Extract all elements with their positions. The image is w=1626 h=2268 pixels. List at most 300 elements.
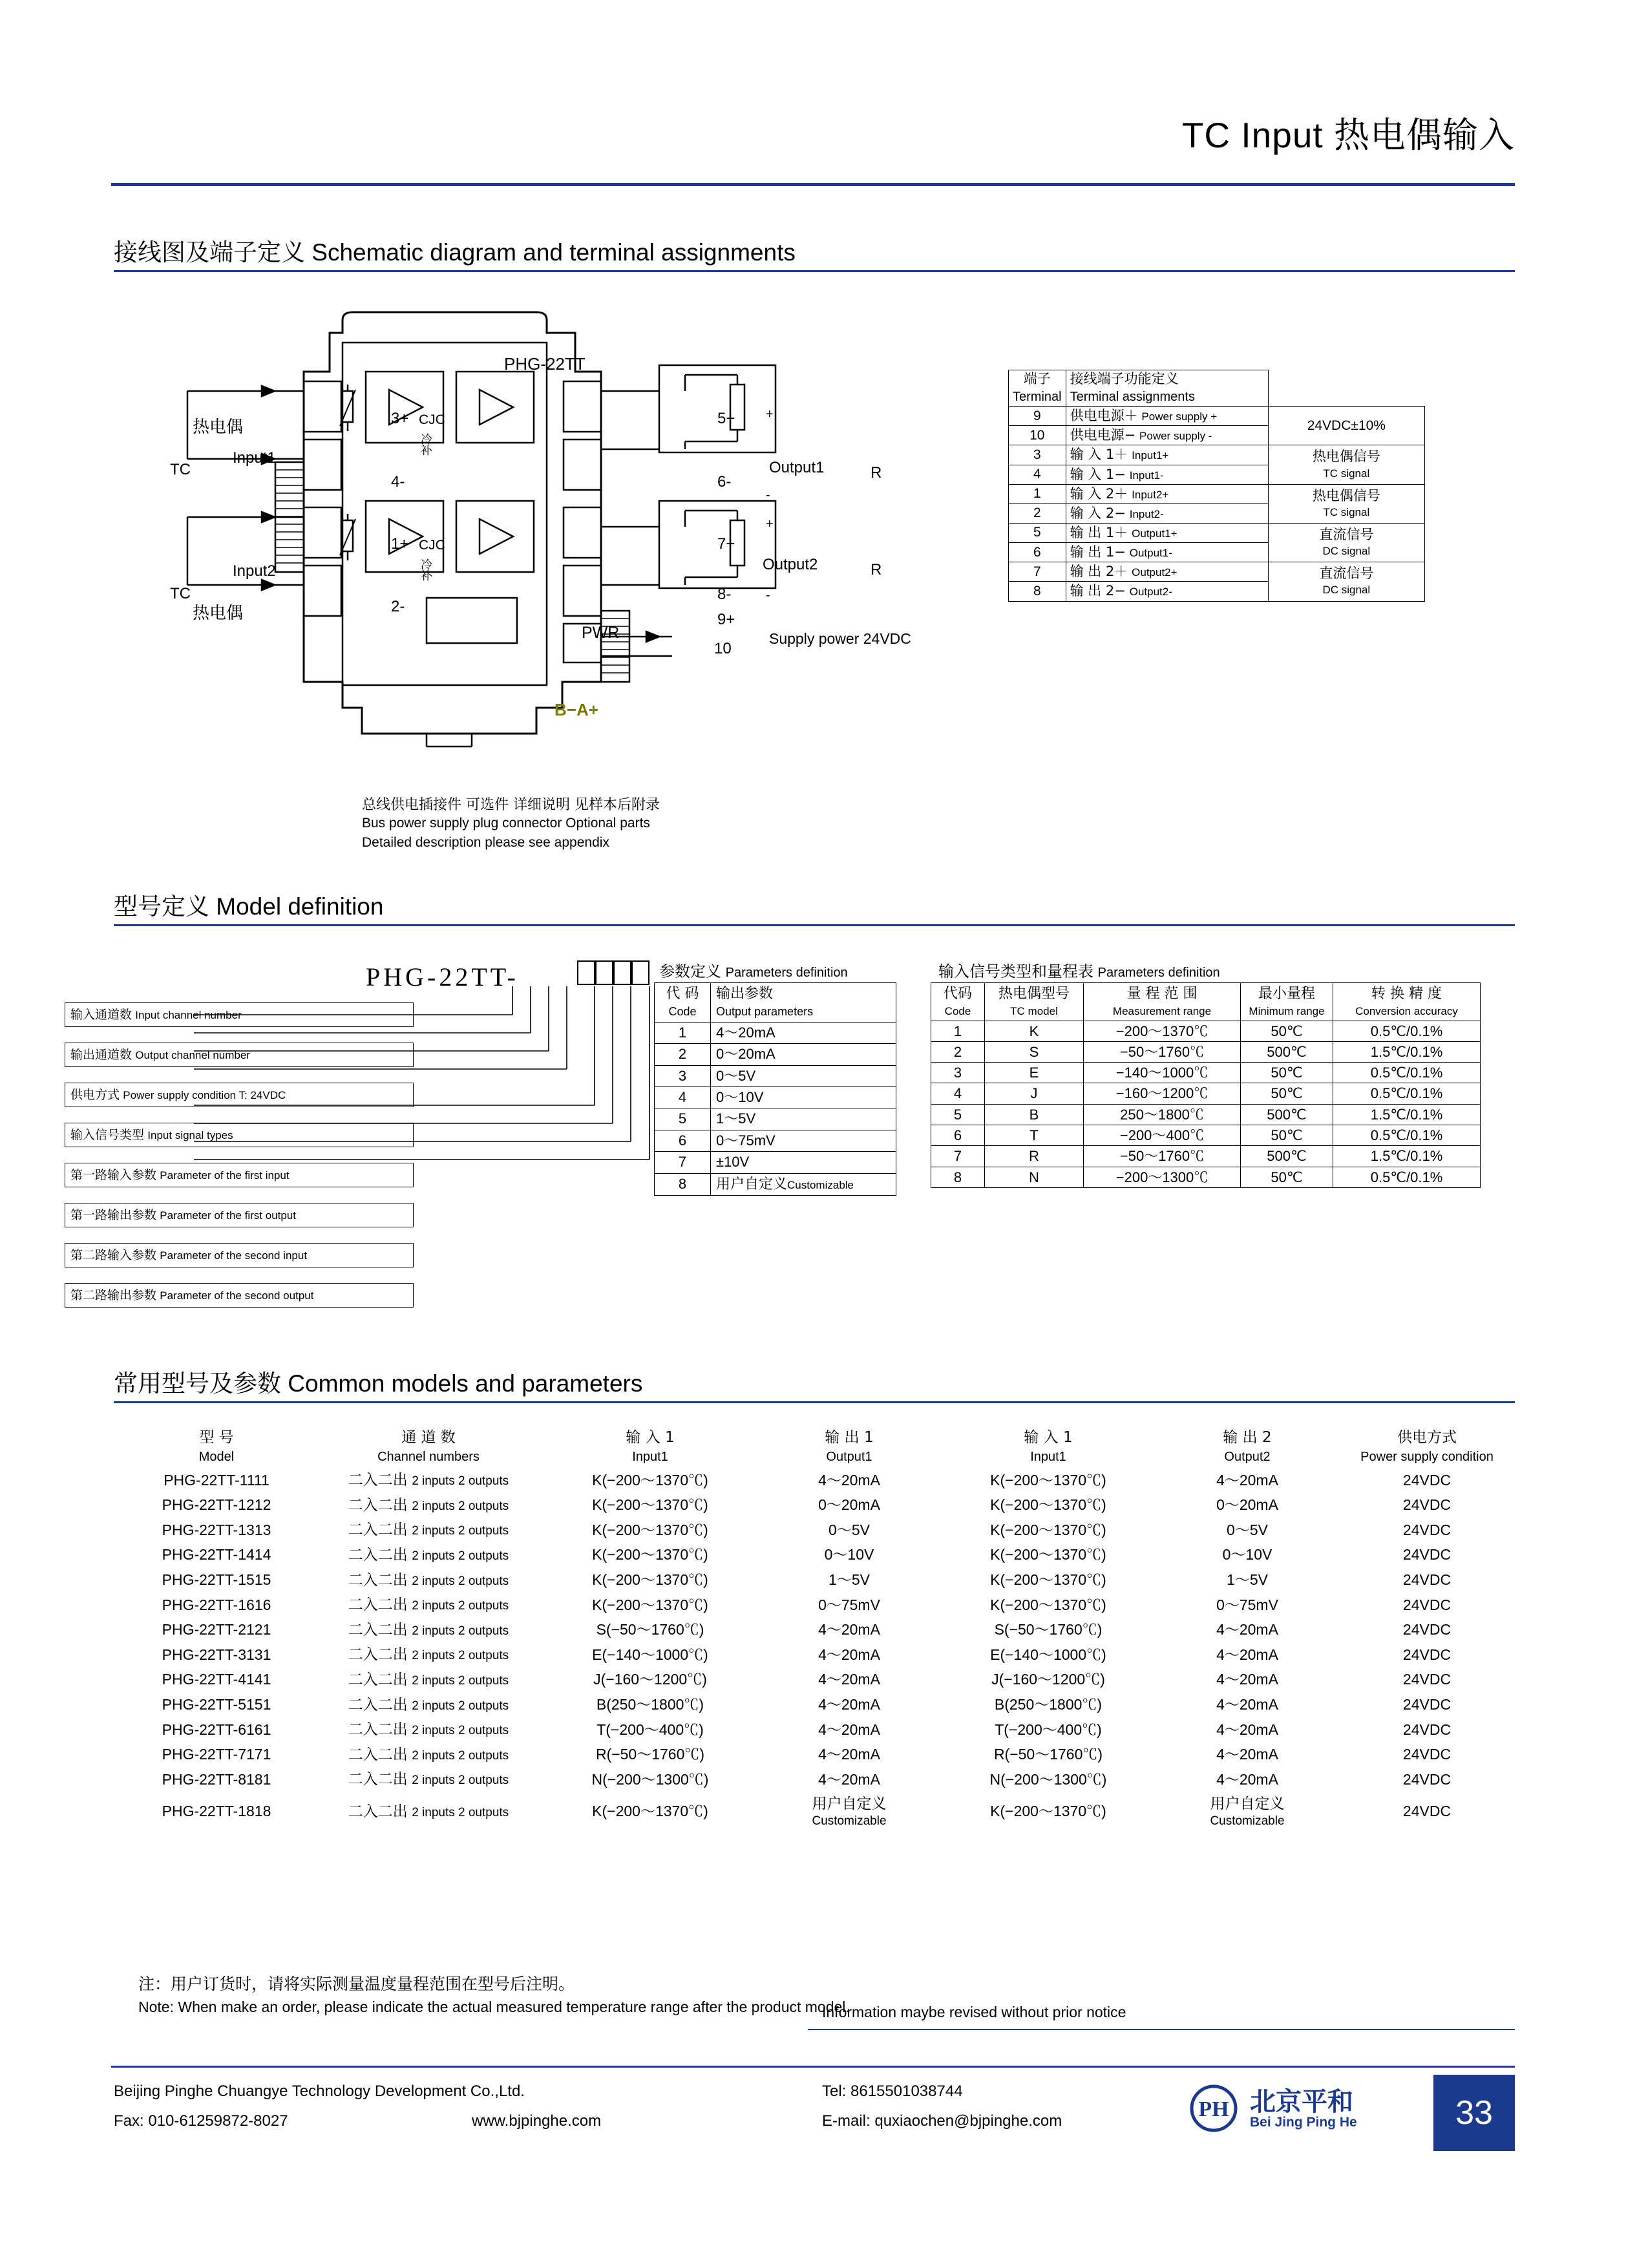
diagram-label-tc2: TC [170,585,191,602]
cell-input1: S(−50〜1760℃) [596,1621,704,1638]
table-row-header [114,1425,1520,1468]
model-code-slot-1 [577,960,595,985]
cell-input2: N(−200〜1300℃) [989,1770,1107,1788]
cell-en: Power supply + [1141,410,1218,423]
cell-model: PHG-22TT-6161 [162,1721,271,1738]
terminal-6m: 6- [717,473,732,491]
terminal-8m: 8- [717,586,732,603]
table-row [114,1668,1520,1693]
model-label-7 [65,1283,414,1308]
cjc-cn-1: 冷 补 [421,433,432,458]
cell-tc: K [985,1021,1084,1041]
cell-output2-sub: Customizable [1210,1814,1285,1828]
cell-channel-cn: 二入二出 [348,1621,408,1638]
cell-group-en: TC signal [1323,467,1370,480]
logo-text-cn: 北京平和 [1250,2087,1353,2117]
cell-output1: 0〜20mA [818,1496,880,1514]
table-row [655,1022,896,1043]
th-min-cn: 最小量程 [1258,986,1315,1002]
model-label-1 [65,1043,414,1067]
terminal-assignments-table [1008,370,1425,602]
bus-note-en1: Bus power supply plug connector Optional parts [362,816,650,831]
table-row [931,1063,1481,1083]
model-code-slot-4 [631,960,649,985]
cell-range: −140〜1000℃ [1084,1063,1241,1083]
cell-model: PHG-22TT-1212 [162,1496,271,1514]
cell-group-en: DC signal [1322,584,1371,597]
model-label-1-en: Output channel number [135,1049,250,1061]
cell-cn: 供电电源− [1070,427,1136,443]
cell-model: PHG-22TT-7171 [162,1746,271,1763]
cell-cn: 输 出 1− [1070,544,1126,560]
table-row [114,1743,1520,1768]
cell-terminal-no: 8 [1009,582,1066,601]
th-output2-en: Output2 [1224,1449,1271,1464]
cell-channel-cn: 二入二出 [348,1646,408,1664]
th-tc-en: TC model [1010,1005,1058,1018]
cell-value: 1〜5V [711,1108,896,1130]
plus-sign-2: + [766,517,774,531]
cell-output1: 0〜75mV [818,1596,880,1613]
table-row-header [931,983,1481,1021]
cell-input1: K(−200〜1370℃) [592,1571,708,1589]
cell-power: 24VDC [1402,1770,1452,1788]
model-label-2-en: Power supply condition T: 24VDC [123,1089,286,1101]
table-row [114,1767,1520,1792]
cell-range: 250〜1800℃ [1084,1104,1241,1125]
cell-acc: 0.5℃/0.1% [1333,1125,1481,1146]
model-label-0-cn: 输入通道数 [70,1008,132,1022]
cell-group-en: TC signal [1323,505,1370,518]
cell-en: Output1- [1129,547,1172,560]
cell-tc: B [985,1104,1084,1125]
th-input1-en: Input1 [632,1449,668,1464]
cell-channel-cn: 二入二出 [348,1571,408,1589]
cell-model: PHG-22TT-1414 [162,1546,271,1563]
cell-channel-en: 2 inputs 2 outputs [412,1524,509,1538]
th-model-en: Model [198,1449,235,1464]
table-row [1009,484,1425,503]
cell-model: PHG-22TT-8181 [162,1770,271,1788]
cell-output1: 0〜5V [829,1521,870,1538]
cell-model: PHG-22TT-5151 [162,1696,271,1713]
cell-code: 3 [655,1065,711,1086]
model-label-4-cn: 第一路输入参数 [70,1168,157,1182]
cell-input1: K(−200〜1370℃) [592,1596,708,1613]
cell-group-24vdc: 24VDC±10% [1268,407,1425,445]
minus-sign-1: - [766,488,770,502]
model-label-1-cn: 输出通道数 [70,1048,132,1062]
cell-input1: J(−160〜1200℃) [593,1671,707,1688]
terminal-3p: 3+ [391,410,409,427]
table-row [114,1493,1520,1518]
terminal-2m: 2- [391,598,405,615]
model-label-6-cn: 第二路输入参数 [70,1248,157,1262]
cell-channel-cn: 二入二出 [348,1771,408,1788]
plus-sign-1: + [766,407,774,421]
th-model-cn: 型 号 [199,1429,234,1446]
model-label-0 [65,1002,414,1027]
cell-power: 24VDC [1402,1471,1452,1489]
cell-group-en: DC signal [1322,545,1371,558]
cell-channel-en: 2 inputs 2 outputs [412,1549,509,1563]
diagram-label-input2: Input2 [233,562,276,580]
cell-channel-cn: 二入二出 [348,1746,408,1763]
table-row [655,1108,896,1130]
th-code-en: Code [668,1005,697,1019]
order-note-en: Note: When make an order, please indicate the actual measured temperature range after the product model. [138,1998,850,2015]
cell-min: 50℃ [1241,1125,1333,1146]
cell-input1: K(−200〜1370℃) [592,1803,708,1820]
cell-terminal-no: 2 [1009,503,1066,523]
parameters-definition-table [654,982,896,1196]
cell-output2: 4〜20mA [1216,1471,1278,1489]
table-row [931,1021,1481,1041]
cell-channel-en: 2 inputs 2 outputs [412,1599,509,1613]
cell-tc: S [985,1041,1084,1062]
terminal-10: 10 [714,640,732,657]
cell-code: 3 [931,1063,985,1083]
table-row-header [1009,370,1425,389]
cell-input2: K(−200〜1370℃) [990,1546,1106,1563]
section-heading-model: 型号定义 Model definition [114,893,384,920]
cell-power: 24VDC [1402,1696,1452,1713]
diagram-label-input1: Input1 [233,449,276,467]
cell-channel-en: 2 inputs 2 outputs [412,1724,509,1738]
model-label-4-en: Parameter of the first input [160,1169,290,1182]
cell-output1: 4〜20mA [818,1621,880,1638]
cell-code: 1 [931,1021,985,1041]
cell-input2: K(−200〜1370℃) [990,1521,1106,1538]
footer-fax: Fax: 010-61259872-8027 [114,2112,288,2130]
params-title-cn: 参数定义 [659,962,721,980]
cell-channel-cn: 二入二出 [348,1472,408,1489]
table-row [655,1044,896,1065]
th-power-en: Power supply condition [1360,1449,1494,1464]
signal-range-table [931,982,1481,1188]
cell-model: PHG-22TT-1818 [162,1803,271,1820]
cell-channel-cn: 二入二出 [348,1496,408,1514]
cell-output2: 4〜20mA [1216,1746,1278,1763]
company-logo [1188,2077,1408,2142]
cell-output2: 4〜20mA [1216,1696,1278,1713]
th-terminal-en: Terminal [1009,388,1066,407]
cell-terminal-no: 1 [1009,484,1066,503]
section-heading-common: 常用型号及参数 Common models and parameters [114,1370,643,1397]
table-row [931,1104,1481,1125]
th-channels-cn: 通 道 数 [401,1429,456,1446]
th-tc-cn: 热电偶型号 [998,986,1070,1002]
logo-text-en: Bei Jing Ping He [1250,2115,1357,2130]
cell-channel-en: 2 inputs 2 outputs [412,1699,509,1713]
cell-en: Input2+ [1132,488,1169,501]
cell-code: 5 [655,1108,711,1130]
cell-acc: 1.5℃/0.1% [1333,1146,1481,1167]
table-row [114,1468,1520,1493]
th-assign-en: Terminal assignments [1066,388,1268,407]
cjc-cn-2: 冷 补 [421,558,432,584]
cell-input2: T(−200〜400℃) [995,1721,1102,1738]
table-row [114,1543,1520,1568]
th-code-cn: 代 码 [666,986,699,1002]
cell-input1: K(−200〜1370℃) [592,1471,708,1489]
cell-value: 0〜5V [711,1065,896,1086]
diagram-device-model: PHG-22TT [504,354,586,374]
cell-terminal-no: 5 [1009,523,1066,542]
footer-company: Beijing Pinghe Chuangye Technology Development Co.,Ltd. [114,2083,525,2100]
cell-power: 24VDC [1402,1521,1452,1538]
cell-acc: 0.5℃/0.1% [1333,1063,1481,1083]
model-label-7-cn: 第二路输出参数 [70,1288,157,1302]
cell-input2: R(−50〜1760℃) [993,1746,1103,1763]
cell-channel-en: 2 inputs 2 outputs [412,1649,509,1663]
cell-acc: 1.5℃/0.1% [1333,1104,1481,1125]
cell-code: 6 [655,1130,711,1151]
cell-code: 7 [931,1146,985,1167]
cell-value-sub: Customizable [787,1178,854,1191]
table-row [114,1568,1520,1593]
cell-model: PHG-22TT-1515 [162,1571,271,1589]
svg-text:PH: PH [1198,2097,1229,2121]
th-code-en: Code [944,1005,971,1018]
cell-terminal-no: 3 [1009,445,1066,465]
bus-note-cn: 总线供电插接件 可选件 详细说明 见样本后附录 [362,797,660,813]
table-row [931,1125,1481,1146]
table-row [114,1792,1520,1831]
output2-label: Output2 [763,556,818,573]
table-row [655,1152,896,1173]
table-row [114,1642,1520,1668]
cell-value: 0〜10V [711,1086,896,1108]
signal-title-cn: 输入信号类型和量程表 [938,962,1093,980]
cell-channel-cn: 二入二出 [348,1546,408,1563]
cell-output2: 4〜20mA [1216,1621,1278,1638]
cell-output1: 4〜20mA [818,1770,880,1788]
cell-output2: 4〜20mA [1216,1721,1278,1738]
cell-channel-en: 2 inputs 2 outputs [412,1499,509,1513]
cell-min: 50℃ [1241,1021,1333,1041]
cell-output1: 0〜10V [824,1546,874,1563]
header-rule [111,183,1515,186]
th-code-cn: 代码 [943,986,972,1002]
cell-en: Input2- [1129,507,1164,520]
cell-min: 500℃ [1241,1041,1333,1062]
table-row [114,1518,1520,1543]
terminal-9p: 9+ [717,611,735,628]
table-row [655,1086,896,1108]
table-row [655,1130,896,1151]
cell-input1: B(250〜1800℃) [596,1696,704,1713]
model-leader-lines [65,982,679,1331]
resistor-label-1: R [871,464,882,482]
cell-terminal-no: 9 [1009,407,1066,426]
cell-model: PHG-22TT-1111 [164,1471,269,1489]
cell-terminal-no: 6 [1009,543,1066,562]
table-row [1009,523,1425,542]
table-row [114,1593,1520,1618]
cell-code: 4 [655,1086,711,1108]
cell-output1: 4〜20mA [818,1746,880,1763]
footer-revision-note: Information maybe revised without prior notice [822,2004,1126,2020]
terminal-7p: 7+ [717,535,735,553]
model-label-0-en: Input channel number [135,1009,242,1021]
cell-group-cn: 热电偶信号 [1312,449,1380,465]
cell-tc: T [985,1125,1084,1146]
cell-code: 2 [655,1044,711,1065]
cell-output2: 0〜20mA [1216,1496,1278,1514]
terminal-5p: 5+ [717,410,735,427]
cell-code: 6 [931,1125,985,1146]
th-acc-cn: 转 换 精 度 [1371,986,1442,1002]
cell-output1: 4〜20mA [818,1721,880,1738]
th-output2-cn: 输 出 2 [1223,1429,1272,1446]
cell-code: 4 [931,1083,985,1104]
cell-input1: E(−140〜1000℃) [592,1646,708,1663]
cell-model: PHG-22TT-2121 [162,1621,271,1638]
cell-output1: 用户自定义 [812,1795,887,1812]
th-acc-en: Conversion accuracy [1355,1005,1458,1018]
th-channels-en: Channel numbers [377,1449,480,1464]
cell-input1: T(−200〜400℃) [597,1721,704,1738]
cell-value: ±10V [711,1152,896,1173]
cell-cn: 输 入 2− [1070,505,1126,521]
cell-output2: 4〜20mA [1216,1770,1278,1788]
table-row [931,1146,1481,1167]
cell-tc: E [985,1063,1084,1083]
cell-channel-cn: 二入二出 [348,1721,408,1739]
th-range-cn: 量 程 范 围 [1126,986,1198,1002]
cell-input1: N(−200〜1300℃) [591,1770,709,1788]
pwr-label: PWR [582,624,620,642]
cell-output1: 4〜20mA [818,1671,880,1688]
cell-input2: J(−160〜1200℃) [991,1671,1105,1688]
th-input2-en: Input1 [1030,1449,1066,1464]
cell-output2: 4〜20mA [1216,1646,1278,1663]
cell-cn: 输 入 2＋ [1070,485,1128,502]
cell-value: 4〜20mA [711,1022,896,1043]
params-table-title [659,959,848,981]
cell-input1: K(−200〜1370℃) [592,1496,708,1514]
th-out-en: Output parameters [716,1005,814,1019]
cell-model: PHG-22TT-3131 [162,1646,271,1663]
cell-group-cn: 直流信号 [1319,566,1374,582]
cell-tc: R [985,1146,1084,1167]
cell-range: −50〜1760℃ [1084,1041,1241,1062]
cell-channel-en: 2 inputs 2 outputs [412,1774,509,1788]
cell-output1: 4〜20mA [818,1471,880,1489]
cell-power: 24VDC [1402,1803,1452,1820]
cell-range: −50〜1760℃ [1084,1146,1241,1167]
cell-range: −160〜1200℃ [1084,1083,1241,1104]
cell-power: 24VDC [1402,1746,1452,1763]
cell-min: 50℃ [1241,1167,1333,1187]
section-rule-2 [114,924,1515,926]
table-row [655,1065,896,1086]
cell-input2: K(−200〜1370℃) [990,1496,1106,1514]
cell-input2: K(−200〜1370℃) [990,1571,1106,1589]
cell-acc: 0.5℃/0.1% [1333,1021,1481,1041]
table-row [114,1693,1520,1718]
cell-input1: K(−200〜1370℃) [592,1546,708,1563]
cell-cn: 输 出 2＋ [1070,564,1128,580]
signal-table-title [938,959,1220,981]
cell-cn: 输 入 1＋ [1070,447,1128,463]
cell-terminal-no: 10 [1009,426,1066,445]
model-label-4 [65,1163,414,1187]
cell-output2: 用户自定义 [1210,1795,1285,1812]
diagram-label-tc-top: 热电偶 [193,418,244,437]
cell-input1: R(−50〜1760℃) [595,1746,705,1763]
common-models-table [114,1425,1520,1831]
cell-range: −200〜400℃ [1084,1125,1241,1146]
cell-code: 5 [931,1104,985,1125]
cell-channel-en: 2 inputs 2 outputs [412,1574,509,1588]
cell-channel-en: 2 inputs 2 outputs [412,1474,509,1489]
table-row [931,1167,1481,1187]
cell-acc: 1.5℃/0.1% [1333,1041,1481,1062]
table-row [655,1173,896,1195]
table-row [114,1717,1520,1743]
cell-input2: S(−50〜1760℃) [994,1621,1103,1638]
cell-output2: 4〜20mA [1216,1671,1278,1688]
footer-web: www.bjpinghe.com [472,2112,602,2130]
th-terminal-cn: 端子 [1009,370,1066,389]
cell-tc: J [985,1083,1084,1104]
cell-input2: B(250〜1800℃) [994,1696,1103,1713]
th-range-en: Measurement range [1112,1005,1212,1018]
params-title-en: Parameters definition [725,966,848,980]
cell-en: Power supply - [1139,430,1212,443]
th-assign-cn: 接线端子功能定义 [1066,370,1268,389]
th-out-cn: 输出参数 [716,986,774,1002]
cell-acc: 0.5℃/0.1% [1333,1167,1481,1187]
cell-output1-sub: Customizable [812,1814,887,1828]
cell-cn: 输 出 1＋ [1070,524,1128,540]
cell-model: PHG-22TT-1616 [162,1596,271,1613]
cell-output2: 0〜10V [1222,1546,1272,1563]
model-label-5-cn: 第一路输出参数 [70,1208,157,1222]
model-code-slot-3 [613,960,631,985]
th-input2-cn: 输 入 1 [1024,1429,1073,1446]
output1-label: Output1 [769,459,825,476]
cell-power: 24VDC [1402,1621,1452,1638]
table-row [1009,407,1425,426]
cell-input1: K(−200〜1370℃) [592,1521,708,1538]
cell-min: 50℃ [1241,1063,1333,1083]
cell-group-cn: 直流信号 [1319,526,1374,542]
cell-code: 7 [655,1152,711,1173]
cell-range: −200〜1370℃ [1084,1021,1241,1041]
cell-power: 24VDC [1402,1496,1452,1514]
cell-group-cn: 热电偶信号 [1312,487,1380,503]
cell-output1: 4〜20mA [818,1646,880,1663]
cell-cn: 输 出 2− [1070,583,1126,599]
cell-input2: K(−200〜1370℃) [990,1596,1106,1613]
model-label-6 [65,1243,414,1267]
cell-en: Input1+ [1132,449,1169,462]
bus-label: B−A+ [554,700,598,719]
cell-code: 8 [655,1173,711,1195]
cell-terminal-no: 7 [1009,562,1066,582]
model-label-3-cn: 输入信号类型 [70,1128,145,1142]
model-label-3 [65,1123,414,1147]
table-row [931,1041,1481,1062]
cell-code: 2 [931,1041,985,1062]
model-label-2 [65,1083,414,1107]
cell-min: 500℃ [1241,1104,1333,1125]
cell-output2: 0〜5V [1227,1521,1268,1538]
cell-min: 500℃ [1241,1146,1333,1167]
